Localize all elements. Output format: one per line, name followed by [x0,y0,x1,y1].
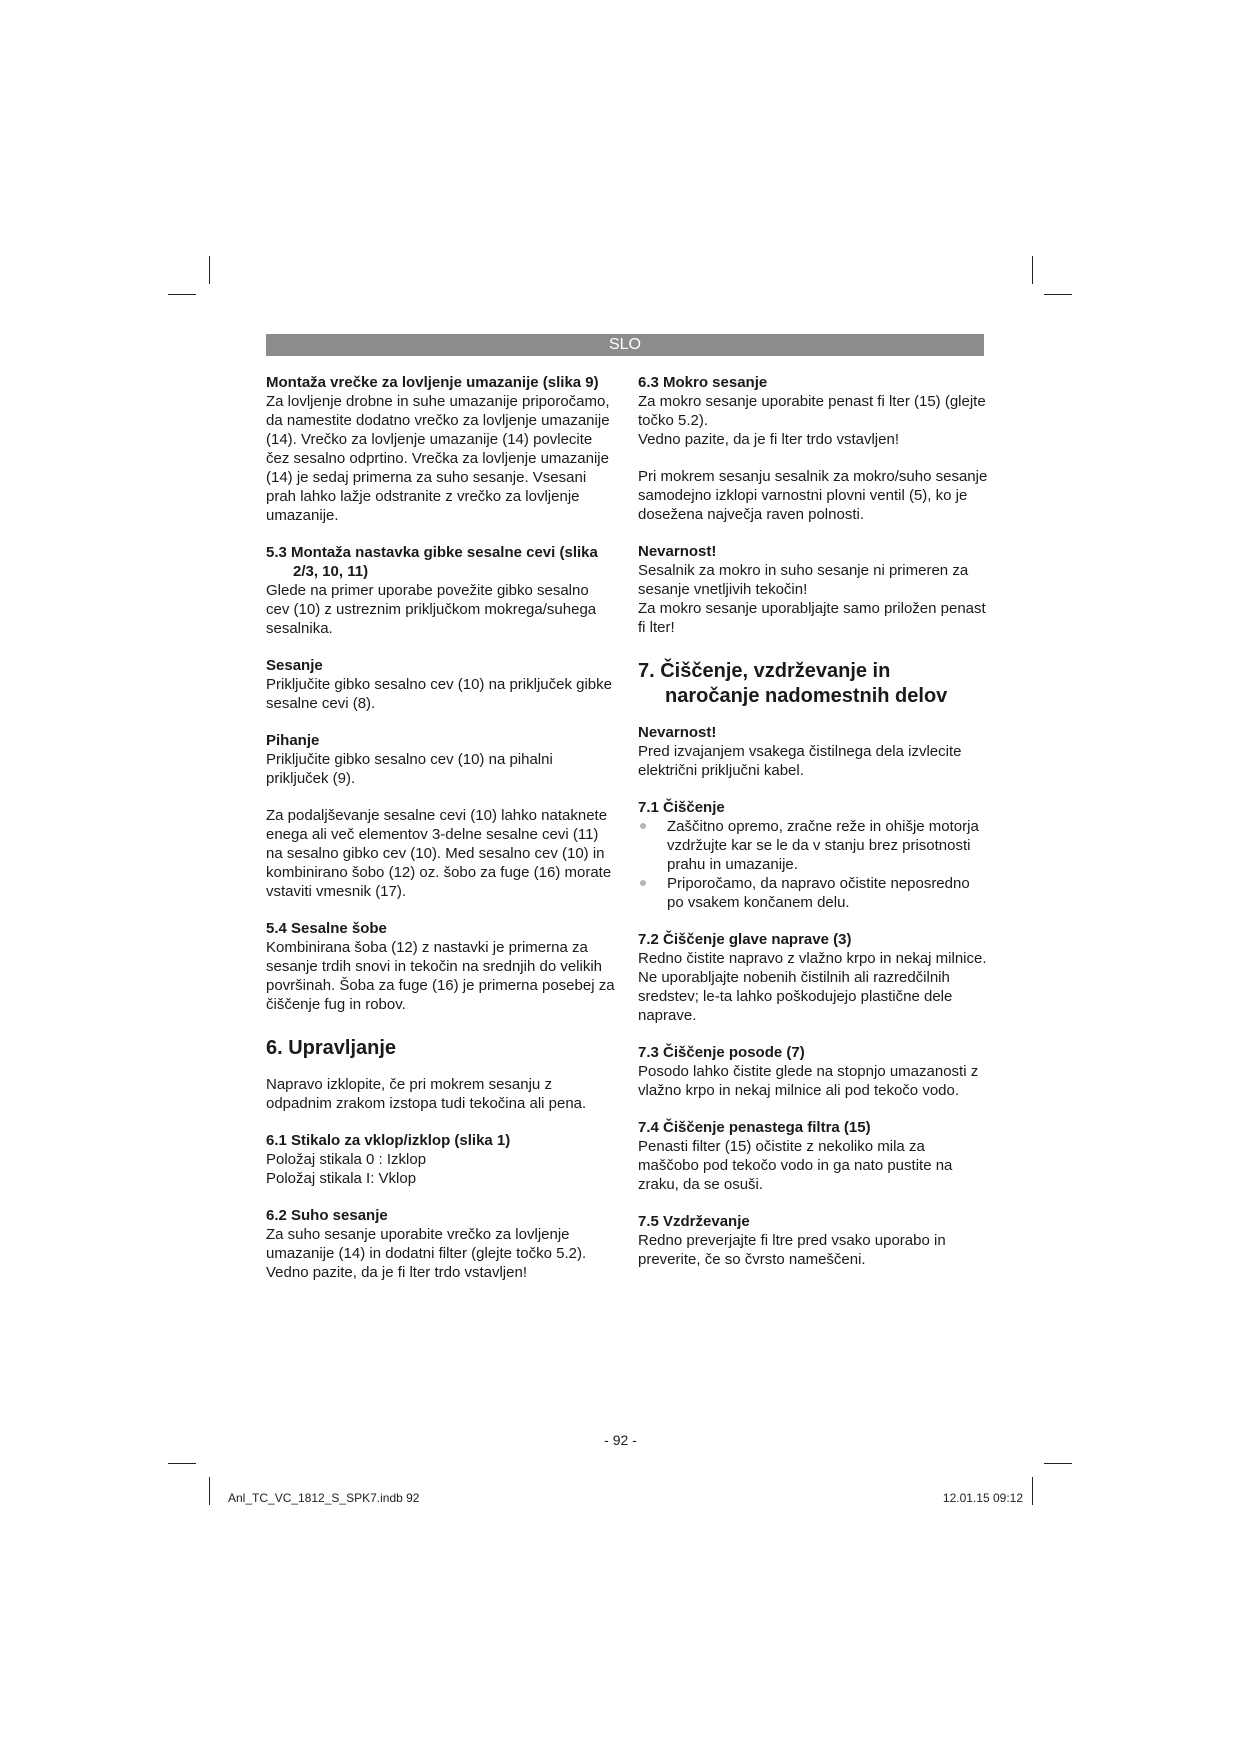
section-7-5-text: Redno preverjajte fi ltre pred vsako uporabo in preverite, če so čvrsto nameščeni. [638,1232,946,1268]
section-7-2-text: Redno čistite napravo z vlažno krpo in nekaj milnice. Ne uporabljajte nobenih čistilnih ali razredčilnih sredstev; le-ta lahko poškodujejo plastične dele naprave. [638,950,987,1024]
warning-2-text: Pred izvajanjem vsakega čistilnega dela izvlecite električni priključni kabel. [638,743,962,779]
warning-2-heading: Nevarnost! [638,724,717,741]
bullet-text: Zaščitno opremo, zračne reže in ohišje motorja vzdržujte kar se le da v stanju brez prisotnosti prahu in umazanije. [667,818,979,873]
bullet-text: Priporočamo, da napravo očistite neposredno po vsakem končanem delu. [667,875,970,911]
footer-filename: Anl_TC_VC_1812_S_SPK7.indb 92 [228,1491,420,1505]
switch-position-0: Položaj stikala 0 : Izklop [266,1151,427,1168]
warning-1-text: Sesalnik za mokro in suho sesanje ni primeren za sesanje vnetljivih tekočin! [638,562,969,598]
list-item [638,874,988,912]
bag-text: Za lovljenje drobne in suhe umazanije priporočamo, da namestite dodatno vrečko za lovljenje umazanije (14). Vrečko za lovljenje umazanije (14) povlecite čez sesalno odprtino. Vrečka za lovljenje umazanije (14) je sedaj primerna za suho sesanje. Vsesani prah lahko lažje odstranite z vrečko za lovljenje umazanije. [266,393,610,524]
sesanje-text: Priključite gibko sesalno cev (10) na priključek gibke sesalne cevi (8). [266,676,612,712]
crop-mark [168,1463,196,1464]
section-7-3-text: Posodo lahko čistite glede na stopnjo umazanosti z vlažno krpo in nekaj milnice ali pod tekočo vodo. [638,1063,979,1099]
bag-heading: Montaža vrečke za lovljenje umazanije (slika 9) [266,374,599,391]
section-6-3-text-2: Pri mokrem sesanju sesalnik za mokro/suho sesanje samodejno izklopi varnostni plovni ventil (5), ko je dosežena največja raven polnosti. [638,468,988,523]
crop-mark [1044,1463,1072,1464]
section-6-heading: 6. Upravljanje [266,1037,397,1059]
section-7-5-heading: 7.5 Vzdrževanje [638,1213,750,1230]
section-6-3-text: Za mokro sesanje uporabite penast fi lter (15) (glejte točko 5.2). [638,393,986,429]
warning-1-text-2: Za mokro sesanje uporabljajte samo priložen penast fi lter! [638,600,986,636]
crop-mark [1032,1477,1033,1505]
warning-1-heading: Nevarnost! [638,543,717,560]
section-6-3-note: Vedno pazite, da je fi lter trdo vstavljen! [638,431,899,448]
section-6-text: Napravo izklopite, če pri mokrem sesanju z odpadnim zrakom izstopa tudi tekočina ali pena. [266,1076,587,1112]
section-6-2-text: Za suho sesanje uporabite vrečko za lovljenje umazanije (14) in dodatni filter (glejte točko 5.2). [266,1226,587,1262]
section-7-4-text: Penasti filter (15) očistite z nekoliko mila za maščobo pod tekočo vodo in ga nato pustite na zraku, da se osuši. [638,1138,953,1193]
section-5-3-text: Glede na primer uporabe povežite gibko sesalno cev (10) z ustreznim priključkom mokrega/suhega sesalnika. [266,582,597,637]
section-6-3-heading: 6.3 Mokro sesanje [638,374,768,391]
crop-mark [209,1477,210,1505]
section-6-1-heading: 6.1 Stikalo za vklop/izklop (slika 1) [266,1132,511,1149]
page-number: - 92 - [604,1432,637,1448]
section-7-heading: 7. Čiščenje, vzdrževanje in naročanje nadomestnih delov [638,660,948,707]
bullet-icon [640,823,646,829]
section-7-2-heading: 7.2 Čiščenje glave naprave (3) [638,931,852,948]
crop-mark [1044,294,1072,295]
footer-timestamp: 12.01.15 09:12 [942,1491,1023,1505]
pihanje-text: Priključite gibko sesalno cev (10) na pihalni priključek (9). [266,751,553,787]
bullet-icon [640,880,646,886]
pihanje-heading: Pihanje [266,732,320,749]
section-7-4-heading: 7.4 Čiščenje penastega filtra (15) [638,1119,871,1136]
left-column [266,373,616,1282]
right-column [638,373,988,1269]
extension-text: Za podaljševanje sesalne cevi (10) lahko nataknete enega ali več elementov 3-delne sesalne cevi (11) na sesalno gibko cev (10). Med sesalno cev (10) in kombinirano šobo (12) oz. šobo za fuge (16) morate vstaviti vmesnik (17). [266,807,612,900]
list-item [638,817,988,874]
crop-mark [209,256,210,284]
switch-position-1: Položaj stikala I: Vklop [266,1170,417,1187]
sesanje-heading: Sesanje [266,657,323,674]
section-5-4-text: Kombinirana šoba (12) z nastavki je primerna za sesanje trdih snovi in tekočin na srednjih do velikih površinah. Šoba za fuge (16) je primerna posebej za čiščenje fug in robov. [266,939,615,1013]
language-bar: SLO [266,334,984,356]
section-7-3-heading: 7.3 Čiščenje posode (7) [638,1044,805,1061]
crop-mark [1032,256,1033,284]
crop-mark [168,294,196,295]
section-5-3-heading: 5.3 Montaža nastavka gibke sesalne cevi (slika 2/3, 10, 11) [266,544,598,580]
section-6-2-note: Vedno pazite, da je fi lter trdo vstavljen! [266,1264,527,1281]
section-6-2-heading: 6.2 Suho sesanje [266,1207,388,1224]
section-5-4-heading: 5.4 Sesalne šobe [266,920,387,937]
section-7-1-heading: 7.1 Čiščenje [638,799,725,816]
